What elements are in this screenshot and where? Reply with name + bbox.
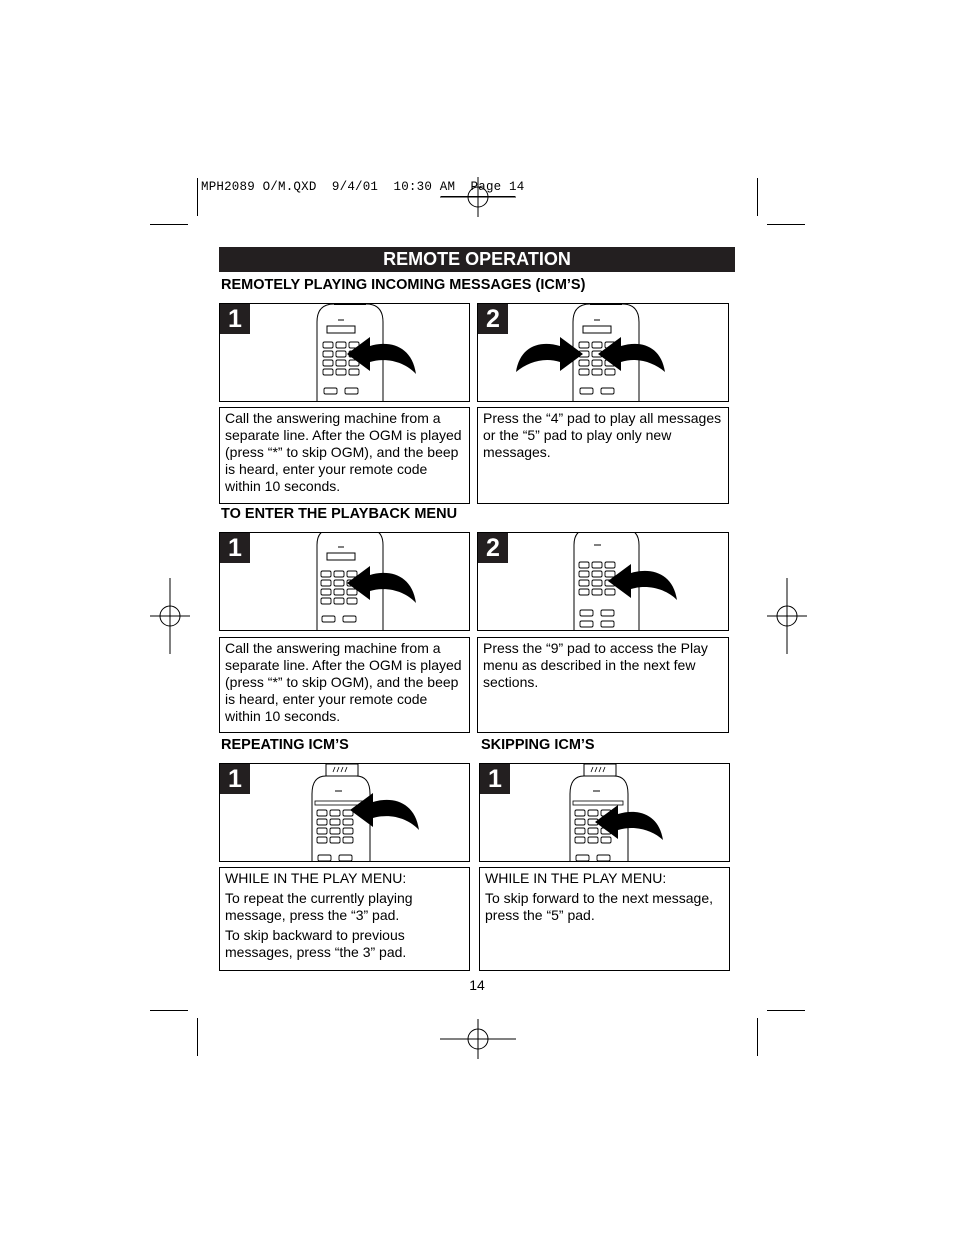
crop-mark-bottom-left-horizontal — [150, 1010, 188, 1011]
heading-skipping-icms: SKIPPING ICM’S — [481, 737, 595, 753]
registration-mark-top-icon — [440, 177, 516, 217]
instruction-playback-step-2 — [477, 637, 729, 733]
instruction-line: To skip backward to previous messages, press “the 3” pad. — [225, 927, 407, 960]
page-number: 14 — [469, 977, 485, 993]
instruction-text: Press the “4” pad to play all messages or the “5” pad to play only new messages. — [483, 410, 722, 460]
registration-mark-left-icon — [150, 578, 190, 654]
registration-mark-right-icon — [767, 578, 807, 654]
phone-keypad-arrow-icon — [220, 764, 470, 862]
crop-mark-top-left-vertical — [197, 178, 198, 216]
instruction-playing-step-2 — [477, 407, 729, 504]
illustration-repeating-step-1 — [219, 763, 470, 862]
file-slug: MPH2089 O/M.QXD 9/4/01 10:30 AM Page 14 — [201, 180, 525, 194]
step-number-badge: 2 — [478, 533, 508, 563]
phone-keypad-arrow-icon — [480, 764, 730, 862]
section-banner: REMOTE OPERATION — [219, 247, 735, 272]
instruction-playback-step-1 — [219, 637, 470, 733]
heading-remotely-playing: REMOTELY PLAYING INCOMING MESSAGES (ICM’S) — [221, 277, 586, 293]
instruction-line: WHILE IN THE PLAY MENU: — [485, 870, 667, 886]
heading-repeating-icms: REPEATING ICM’S — [221, 737, 349, 753]
illustration-playing-step-1 — [219, 303, 470, 402]
heading-playback-menu: TO ENTER THE PLAYBACK MENU — [221, 506, 458, 522]
instruction-line: WHILE IN THE PLAY MENU: — [225, 870, 407, 886]
instruction-line: To repeat the currently playing message, press the “3” pad. — [225, 890, 413, 923]
crop-mark-top-right-vertical — [757, 178, 758, 216]
instruction-text: Call the answering machine from a separate line. After the OGM is played (press “*” to skip OGM), and the beep is heard, enter your remote code within 10 seconds. — [225, 410, 462, 494]
step-number-badge: 1 — [220, 533, 250, 563]
phone-keypad-arrow-icon — [220, 304, 470, 402]
step-number-badge: 1 — [220, 304, 250, 334]
illustration-playing-step-2 — [477, 303, 729, 402]
step-number-badge: 2 — [478, 304, 508, 334]
instruction-repeating-step-1 — [219, 867, 470, 971]
illustration-playback-step-1 — [219, 532, 470, 631]
phone-keypad-arrow-icon — [220, 533, 470, 631]
registration-mark-bottom-icon — [440, 1019, 516, 1059]
instruction-skipping-step-1 — [479, 867, 730, 971]
crop-mark-bottom-right-horizontal — [767, 1010, 805, 1011]
instruction-text: Press the “9” pad to access the Play menu as described in the next few sections. — [483, 640, 708, 690]
instruction-text: Call the answering machine from a separate line. After the OGM is played (press “*” to skip OGM), and the beep is heard, enter your remote code within 10 seconds. — [225, 640, 462, 724]
phone-keypad-arrow-icon — [478, 533, 729, 631]
crop-mark-top-left-horizontal — [150, 224, 188, 225]
phone-keypad-double-arrow-icon — [478, 304, 729, 402]
step-number-badge: 1 — [220, 764, 250, 794]
crop-mark-top-right-horizontal — [767, 224, 805, 225]
instruction-playing-step-1 — [219, 407, 470, 504]
instruction-line: To skip forward to the next message, press the “5” pad. — [485, 890, 713, 923]
illustration-playback-step-2 — [477, 532, 729, 631]
crop-mark-bottom-left-vertical — [197, 1018, 198, 1056]
step-number-badge: 1 — [480, 764, 510, 794]
illustration-skipping-step-1 — [479, 763, 730, 862]
crop-mark-bottom-right-vertical — [757, 1018, 758, 1056]
